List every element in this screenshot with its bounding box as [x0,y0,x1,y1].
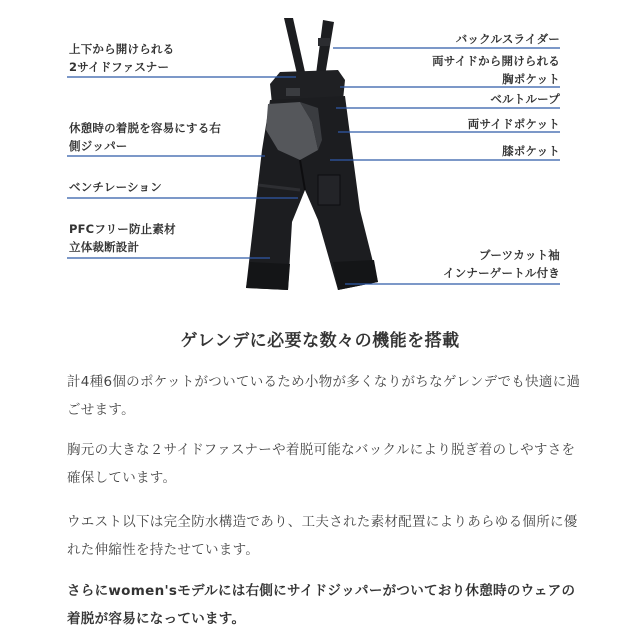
callout-knee-pocket: 膝ポケット [502,144,560,158]
callout-side-zipper: 休憩時の着脱を容易にする右 側ジッパー [69,121,222,153]
callout-material: PFCフリー防止素材 立体裁断設計 [69,222,176,254]
callout-belt-loop: ベルトループ [490,92,560,106]
callout-ventilation: ベンチレーション [69,180,162,194]
section-headline: ゲレンデに必要な数々の機能を搭載 [180,331,460,351]
paragraph-zipper-buckle: 胸元の大きな２サイドファスナーや着脱可能なバックルにより脱ぎ着のしやすさを確保しています。 [67,442,576,486]
callout-side-pockets: 両サイドポケット [467,117,560,131]
callout-chest-pocket: 両サイドから開けられる 胸ポケット [432,54,560,86]
feature-diagram [0,0,640,305]
callout-two-side-zipper: 上下から開けられる 2サイドファスナー [69,42,175,74]
callout-buckle-slider: バックルスライダー [455,32,560,46]
paragraph-pockets: 計4種6個のポケットがついているため小物が多くなりがちなゲレンデでも快適に過ごせます。 [67,374,581,418]
callout-boot-cut: ブーツカット袖 インナーゲートル付き [443,248,560,280]
paragraph-womens-model: さらにwomen'sモデルには右側にサイドジッパーがついており休憩時のウェアの着脱が容易になっています。 [67,583,576,627]
paragraph-waterproof: ウエスト以下は完全防水構造であり、工夫された素材配置によりあらゆる個所に優れた伸縮性を持たせています。 [67,514,578,558]
